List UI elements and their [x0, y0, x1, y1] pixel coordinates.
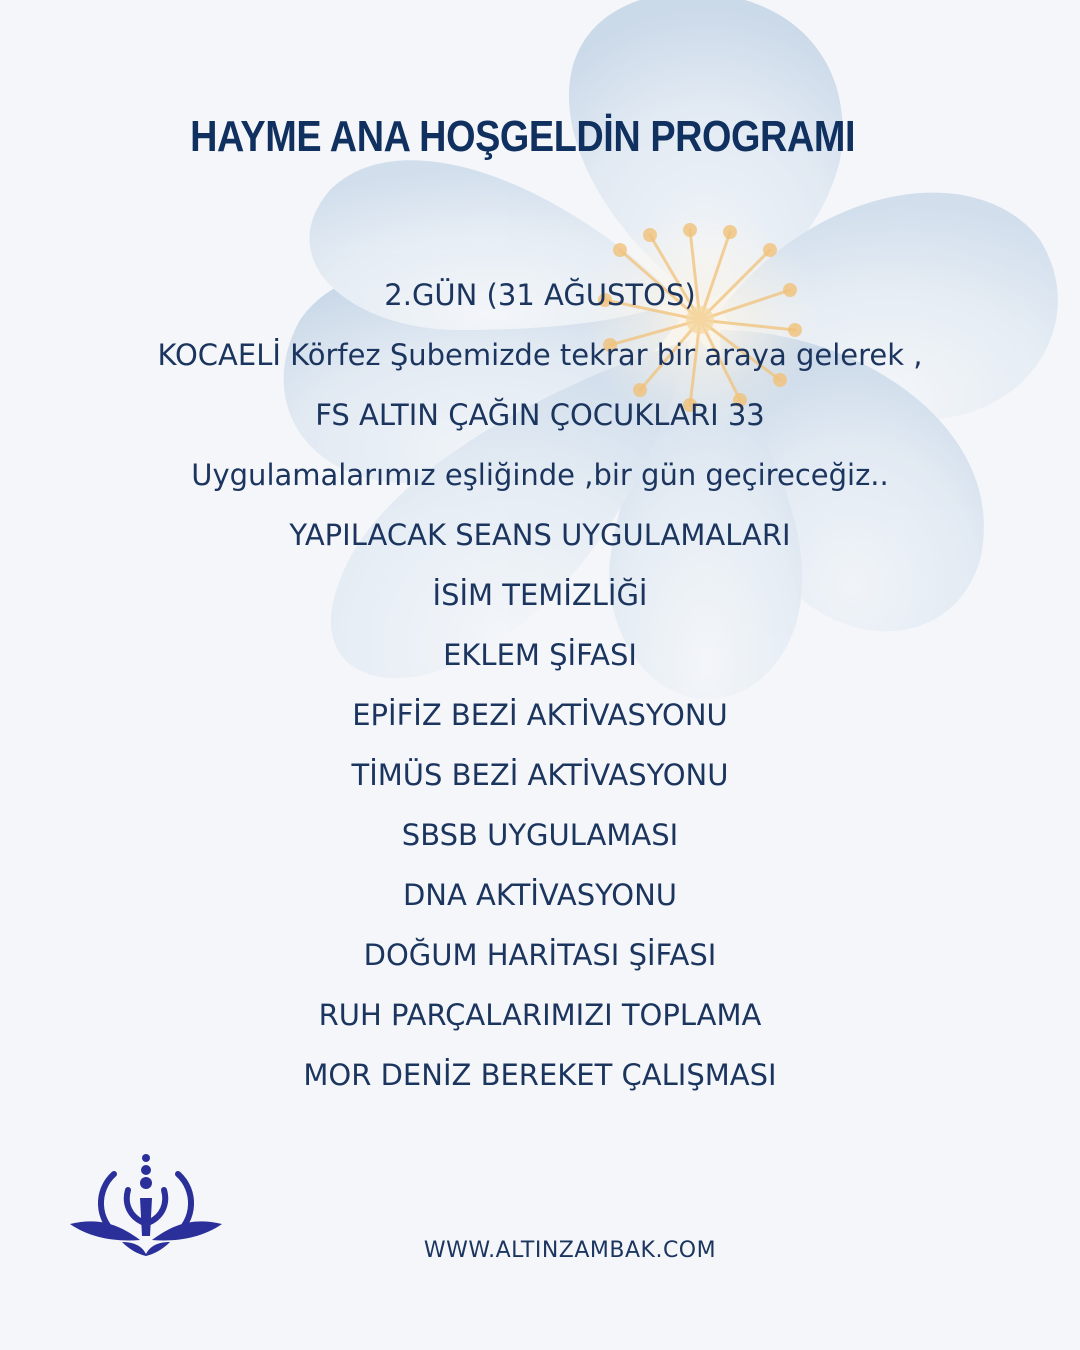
day-heading: 2.GÜN (31 AĞUSTOS)	[384, 278, 696, 312]
intro-line-2: FS ALTIN ÇAĞIN ÇOCUKLARI 33	[315, 398, 765, 432]
session-item: DNA AKTİVASYONU	[402, 878, 678, 912]
intro-line-1: KOCAELİ Körfez Şubemizde tekrar bir araya gelerek ,	[157, 338, 923, 372]
session-item: EPİFİZ BEZİ AKTİVASYONU	[352, 698, 728, 732]
session-item: RUH PARÇALARIMIZI TOPLAMA	[318, 998, 762, 1032]
page-title: HAYME ANA HOŞGELDİN PROGRAMI	[190, 112, 856, 161]
session-item: EKLEM ŞİFASI	[443, 638, 637, 672]
session-item: MOR DENİZ BEREKET ÇALIŞMASI	[303, 1058, 777, 1092]
intro-line-3: Uygulamalarımız eşliğinde ,bir gün geçireceğiz..	[191, 458, 889, 492]
program-text	[0, 265, 1080, 1105]
lotus-figure-logo-icon	[66, 1150, 226, 1260]
session-item: TİMÜS BEZİ AKTİVASYONU	[351, 758, 729, 792]
website-link[interactable]: WWW.ALTINZAMBAK.COM	[423, 1238, 717, 1263]
session-item: DOĞUM HARİTASI ŞİFASI	[363, 938, 717, 972]
session-item: İSİM TEMİZLİĞİ	[432, 578, 648, 612]
session-item: SBSB UYGULAMASI	[401, 818, 679, 852]
sessions-heading: YAPILACAK SEANS UYGULAMALARI	[289, 518, 791, 552]
